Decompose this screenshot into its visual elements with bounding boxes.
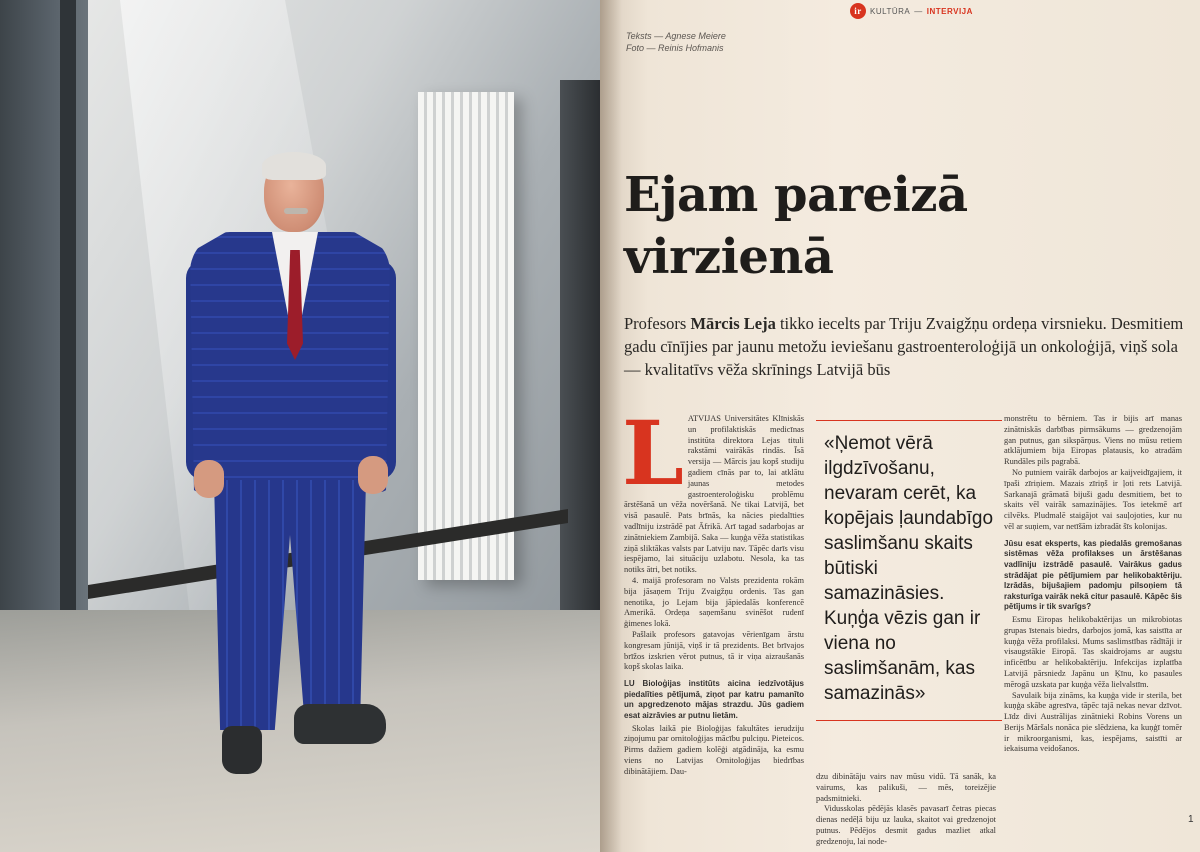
col3-paragraph-4: Savulaik bija zināms, ka kuņģa vide ir sterila, bet kuņģa skābe agresīva, tāpēc tajā nekas nevar dzīvot. Līdz divi Austrālijas zinātnieki Robins Vorens un Berijs Māršals nonāca pie slēdziena, ka kuņģī tomēr ir mikroorganismi, kas, iespējams, saistīti ar iekaisuma veidošanos. [1004,690,1182,754]
section-subname: INTERVIJA [926,6,973,16]
grey-hair [262,152,326,180]
col1-paragraph-3: Pašlaik profesors gatavojas vērienīgam ārstu kongresam jūnijā, viņš ir tā prezidents. Bet brīvajos brīžos izskrien vērot putnus, tā ir viņa aizraušanās kopš skolas laika. [624,629,804,672]
lead-paragraph [624,312,1190,381]
col3-paragraph-1: monstrētu to bērniem. Tas ir bijis arī manas zinātniskās darbības pirmsākums — gredzenojām gan putnus, gan sikspārņus. Viens no mūsu retiem atklājumiem bija Eiropas platausis, ko atradām Rundāles pils pagrabā. [1004,414,1182,467]
ir-logo-icon: ir [850,3,866,19]
radiator [418,92,514,580]
text-credit: Teksts — Agnese Meiere [626,31,726,41]
right-hand [358,456,388,494]
professor-figure [180,150,400,790]
col3-question-1: Jūsu esat eksperts, kas piedalās gremošanas sistēmas vēža profilakses un ārstēšanas vadlīniju izstrādē pasaulē. Vairākus gadus strādājat pie pētījumiem par helikobaktēriju. Izrādās, bijušajiem padomju pilsoņiem tā raksturīga vairāk nekā citur pasaulē. Kāpēc šis pētījums ir tik svarīgs? [1004,538,1182,612]
page-gutter [600,0,622,852]
article-page [600,0,1200,852]
page-number: 1 [1188,814,1194,825]
col1-paragraph-2: 4. maijā profesoram no Valsts prezidenta rokām bija jāsaņem Triju Zvaigžņu ordenis. Tas gan nenotika, jo Lejam bija jāpiedalās konferencē Amerikā. Ordeņa saņemšanu svinēšot rudenī ģimenes lokā. [624,575,804,629]
left-shoe [222,726,262,774]
column-3 [1004,414,1182,755]
headline: Ejam pareizā virzienā [624,167,968,285]
right-shoe [294,704,386,744]
col1-paragraph-1: ATVIJAS Universitātes Klīniskās un profilaktiskās medicīnas institūta direktora Lejas tituli rakstāmi vairākās rindās. Īsā versija — Mārcis jau kopš studiju gadiem cīnās par to, lai atklātu jaunas metodes gastroenteroloģisku problēmu ārstēšanā un vēža novēršanā. Ne tikai Latvijā, bet visā pasaulē. Pats brīnās, ka nācies piedalīties vadlīniju izstrādē pat Āfrikā. Arī tagad sadarbojas ar zinātniekiem Zambijā. Saka — kuņģa vēža statistikas ziņā sliktākas valsts par Latviju nav. Tāpēc darīs visu iespējamo, lai situāciju uzlabotu. Nesola, ka tas notiks ātri, bet notiks. [624,414,804,575]
pull-quote: «Ņemot vērā ilgdzīvošanu, nevaram cerēt, ka kopējais ļaundabīgo saslimšanu skaits būtiski samazināsies. Kuņģa vēzis gan ir viena no saslimšanām, kas samazinās» [816,420,1002,721]
window-frame [60,0,76,710]
photo-credit: Foto — Reinis Hofmanis [626,43,724,53]
dark-wall-edge [560,80,600,700]
col3-paragraph-3: Esmu Eiropas helikobaktērijas un mikrobiotas grupas īstenais biedrs, darbojos jomā, kas saistīta ar kuņģa vēža profilaksi. Mums saslimstības rādītāji ir visaugstākie Eiropā. Tas skaidrojams ar augstu inficētību ar helikobaktēriju. Infekcijas izplatība Latvijā pārsniedz Japānu un Ķīnu, ko pasaules mērogā uzskata par kuņģa vēža lielvalstīm. [1004,614,1182,689]
left-hand [194,460,224,498]
col2-paragraph-2: Vidusskolas pēdējās klasēs pavasarī četras piecas dienas nedēļā biju uz lauka, skaitot vai gredzenojot putnus. Pēdējos desmit gadus mazliet atkal gredzenoju, lai node- [816,804,996,846]
column-2 [816,772,996,848]
mustache [284,208,308,214]
column-1 [622,401,804,777]
suit-trousers [214,480,366,730]
section-name: KULTŪRA [870,6,911,16]
lead-before: Profesors [624,314,691,333]
dropcap: L [622,401,684,505]
section-tag [850,2,973,20]
section-dash: — [914,6,923,16]
col1-question-1: LU Bioloģijas institūts aicina iedzīvotājus piedalīties pētījumā, ziņot par katru pamanīto un apgredzenoto mājas strazdu. Jūs gadiem esat aizrāvies ar putnu lietām. [624,679,804,720]
col2-paragraph-1: dzu dibinātāju vairs nav mūsu vidū. Tā sanāk, ka vairums, kas palikuši, — mēs, toreizējie padsmitnieki. [816,772,996,803]
col1-paragraph-4: Skolas laikā pie Bioloģijas fakultātes ierudziju ziņojumu par ornitoloģijas mācību pulciņu. Pieteicos. Pirms dažiem gadiem kolēģi atgādināja, ka esmu viens no Latvijas Ornitoloģijas biedrības dibinātājiem. Dau- [624,723,804,776]
lead-name: Mārcis Leja [690,314,776,333]
credits [626,30,726,54]
col3-paragraph-2: No putniem vairāk darbojos ar kaijveidīgajiem, it īpaši zīriņiem. Mazais zīriņš ir ļoti rets Latvijā. Sarkanajā grāmatā bijuši gadu desmitiem, bet to skaits vēl vairāk samazinājies. Tos ietekmē arī cilvēks. Pludmalē staigājot vai sauļojoties, kur nu vēl ar suņiem, var netīšām izbradāt šīs kolonijas. [1004,467,1182,531]
lead-after: tikko iecelts par Triju Zvaigžņu ordeņa virsnieku. Desmitiem gadu cīnījies par jaunu metožu ieviešanu gastroenteroloģijā un onkoloģijā, viņš sola — kvalitatīvs vēža skrīnings Latvijā būs [624,314,1184,379]
